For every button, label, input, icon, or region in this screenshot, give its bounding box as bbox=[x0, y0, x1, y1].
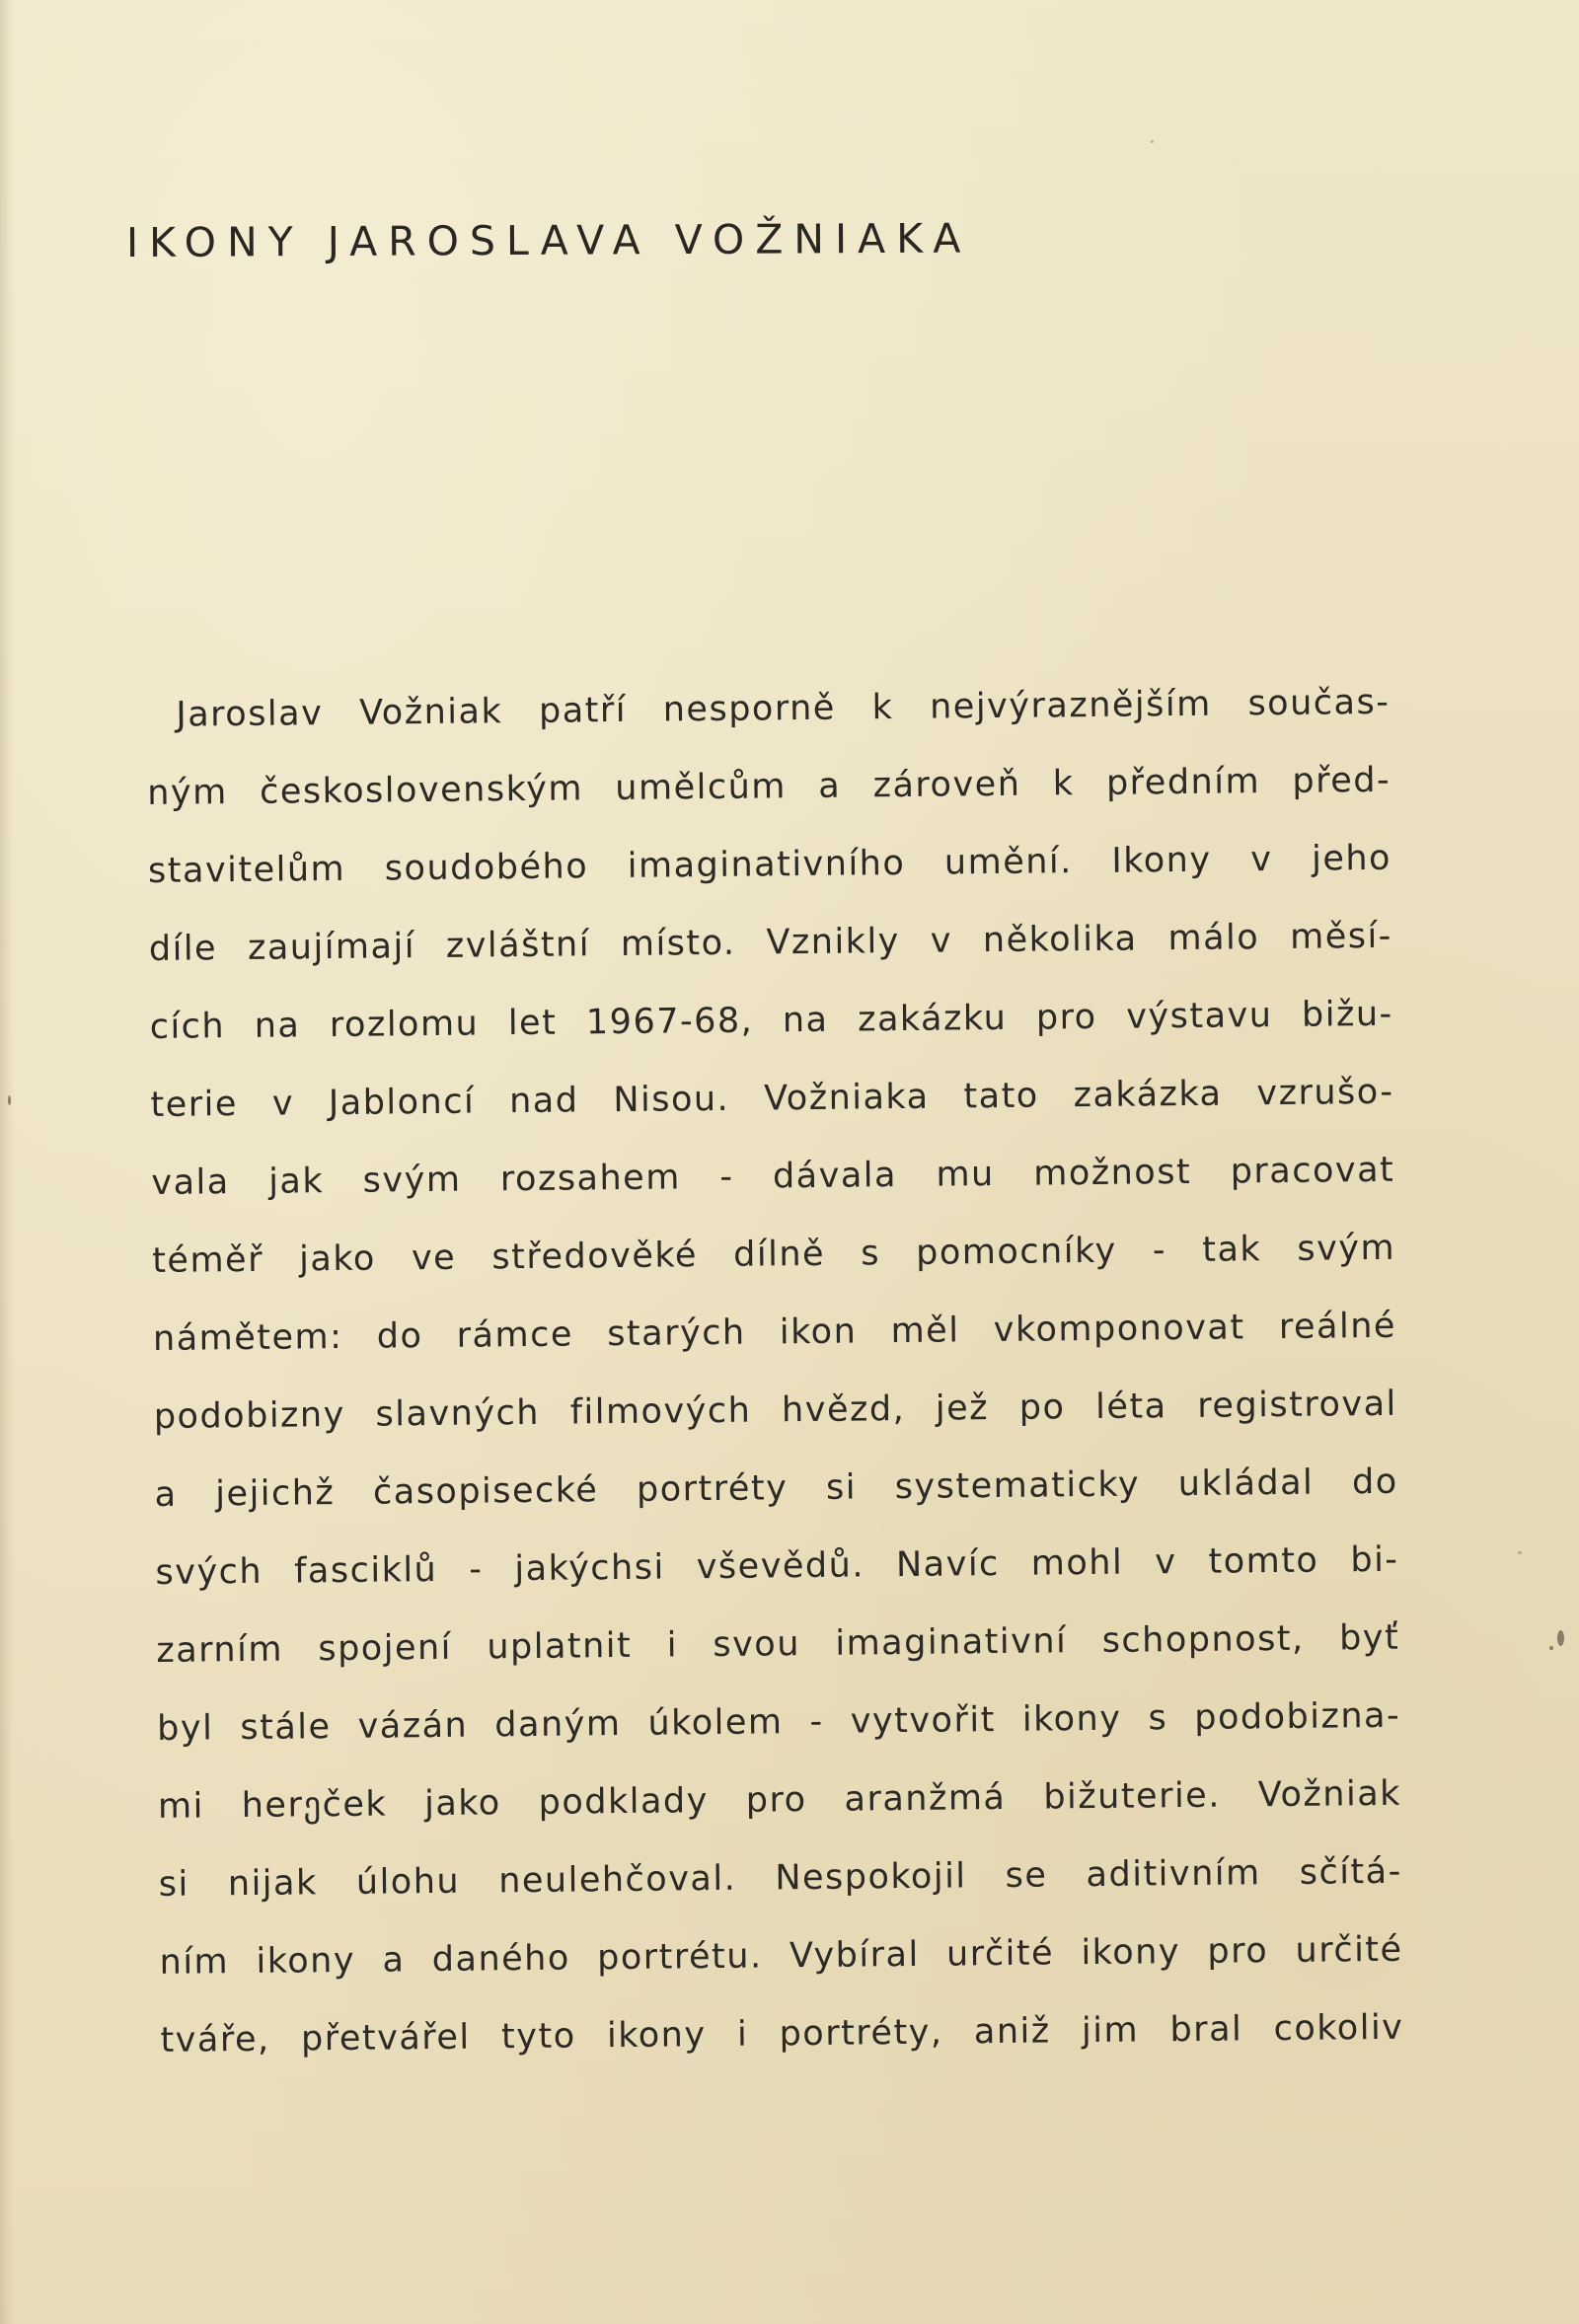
text-line: ným československým umělcům a zároveň k předním před- bbox=[147, 760, 1391, 813]
paper-speck bbox=[8, 1095, 11, 1105]
page-edge-shadow bbox=[0, 0, 14, 2324]
text-line: byl stále vázán daným úkolem - vytvořit ikony s podobizna- bbox=[156, 1695, 1401, 1749]
body-paragraph bbox=[146, 664, 1404, 2080]
text-line: mi herეček jako podklady pro aranžmá bižuterie. Vožniak bbox=[157, 1773, 1402, 1827]
text-line: tváře, přetvářel tyto ikony i portréty, aniž jim bral cokoliv bbox=[160, 2007, 1404, 2061]
paper-speck bbox=[1549, 1646, 1553, 1650]
text-line: terie v Jabloncí nad Nisou. Vožniaka tato zakázka vzrušo- bbox=[150, 1072, 1394, 1125]
text-line: Jaroslav Vožniak patří nesporně k nejvýraznějším součas- bbox=[176, 682, 1391, 735]
text-line: téměř jako ve středověké dílně s pomocníky - tak svým bbox=[151, 1228, 1396, 1281]
text-line: podobizny slavných filmových hvězd, jež po léta registroval bbox=[153, 1384, 1397, 1437]
text-line: námětem: do rámce starých ikon měl vkomponovat reálné bbox=[152, 1306, 1397, 1359]
text-line: a jejichž časopisecké portréty si systematicky ukládal do bbox=[154, 1462, 1398, 1515]
text-line: svých fasciklů - jakýchsi vševědů. Navíc mohl v tomto bi- bbox=[155, 1539, 1399, 1593]
text-line: ním ikony a daného portrétu. Vybíral určité ikony pro určité bbox=[159, 1929, 1403, 1983]
paper-speck bbox=[1151, 140, 1154, 143]
paper-speck bbox=[1518, 1551, 1522, 1554]
text-line: cích na rozlomu let 1967-68, na zakázku pro výstavu bižu- bbox=[149, 994, 1393, 1047]
text-line: vala jak svým rozsahem - dávala mu možnost pracovat bbox=[151, 1150, 1395, 1203]
text-line: si nijak úlohu neulehčoval. Nespokojil se aditivním sčítá- bbox=[158, 1851, 1402, 1905]
text-line: díle zaujímají zvláštní místo. Vznikly v několika málo měsí- bbox=[148, 916, 1393, 969]
text-line: stavitelům soudobého imaginativního umění. Ikony v jeho bbox=[147, 838, 1392, 891]
page-title: IKONY JAROSLAVA VOŽNIAKA bbox=[125, 214, 972, 266]
text-line: zarním spojení uplatnit i svou imaginativní schopnost, byť bbox=[156, 1617, 1400, 1671]
paper-speck bbox=[1557, 1630, 1564, 1646]
